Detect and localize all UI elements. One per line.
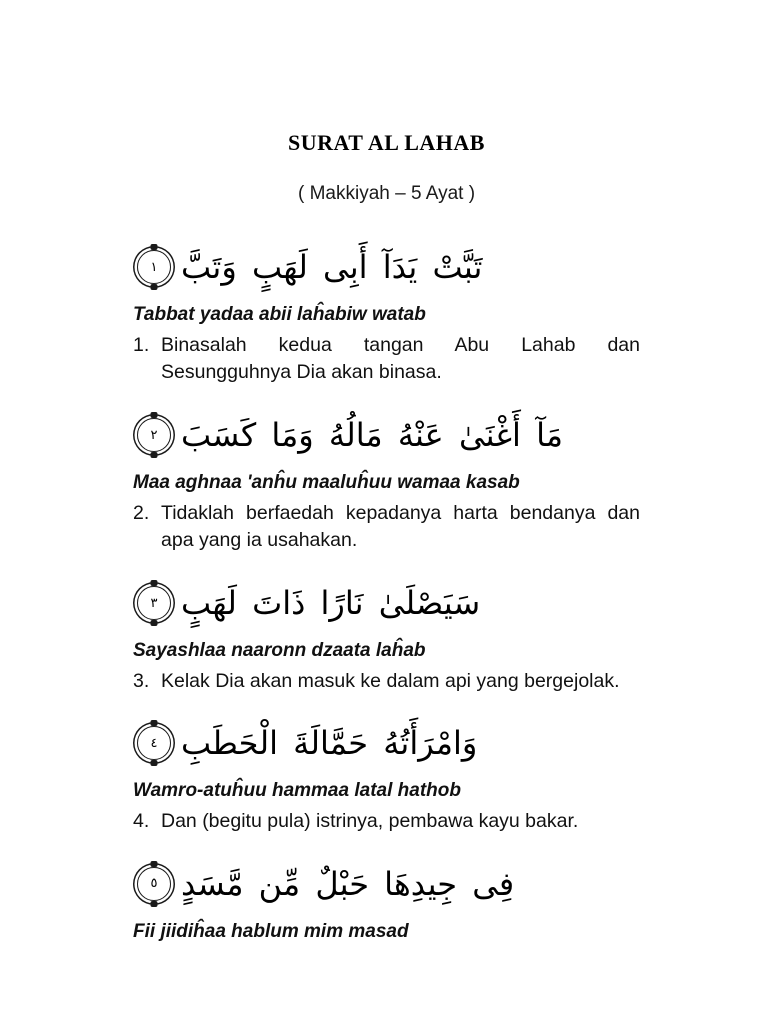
verse-block-4 (133, 705, 640, 835)
ayah-end-marker-icon (137, 726, 171, 760)
ayah-number: ٢ (150, 427, 158, 443)
transliteration: Wamro-atuĥuu hammaa latal hathob (133, 780, 461, 802)
transliteration: Maa aghnaa 'anĥu maaluĥuu wamaa kasab (133, 472, 520, 494)
ayah-arabic-text: فِى جِيدِهَا حَبْلٌ مِّن مَّسَدٍ (181, 864, 515, 903)
translation-number: 3. (133, 669, 150, 692)
ayah-arabic-text: تَبَّتْ يَدَآ أَبِى لَهَبٍ وَتَبَّ (181, 248, 483, 286)
translation-row (133, 668, 640, 696)
ayah-arabic-line (133, 705, 640, 778)
ayah-arabic-line (133, 846, 640, 919)
verse-block-5 (133, 846, 640, 945)
surah-title: SURAT AL LAHAB (288, 130, 485, 155)
translation-number: 4. (133, 810, 150, 832)
verse-block-1 (133, 229, 640, 387)
translation-number: 2. (133, 501, 150, 524)
ayah-end-marker-icon (137, 418, 171, 452)
ayah-end-marker-icon (137, 586, 171, 620)
ayah-arabic-text: سَيَصْلَىٰ نَارًا ذَاتَ لَهَبٍ (181, 584, 481, 623)
ayah-number: ١ (150, 259, 158, 275)
ayah-arabic-line (133, 397, 640, 470)
translation-row (133, 332, 640, 387)
translation-text: Dan (begitu pula) istrinya, pembawa kayu bakar. (161, 810, 579, 832)
translation-text: Kelak Dia akan masuk ke dalam api yang bergejolak. (161, 669, 620, 692)
translation-row (133, 808, 640, 836)
translation-row (133, 500, 640, 555)
translation-number: 1. (133, 333, 150, 356)
transliteration: Sayashlaa naaronn dzaata laĥab (133, 640, 426, 662)
ayah-arabic-text: مَآ أَغْنَىٰ عَنْهُ مَالُهُ وَمَا كَسَبَ (181, 416, 563, 455)
ayah-arabic-line (133, 229, 640, 302)
transliteration: Tabbat yadaa abii laĥabiw watab (133, 304, 426, 325)
ayah-number: ٣ (150, 595, 158, 611)
transliteration: Fii jiidiĥaa hablum mim masad (133, 920, 409, 942)
verse-block-2 (133, 397, 640, 555)
verse-block-3 (133, 565, 640, 695)
surah-subtitle: ( Makkiyah – 5 Ayat ) (297, 183, 476, 204)
ayah-arabic-text: وَامْرَأَتُهُ حَمَّالَةَ الْحَطَبِ (181, 724, 478, 763)
ayah-end-marker-icon (137, 250, 171, 284)
translation-text: Tidaklah berfaedah kepadanya harta bendanya dan apa yang ia usahakan. (161, 501, 640, 552)
ayah-end-marker-icon (137, 867, 171, 901)
ayah-number: ٤ (150, 735, 158, 751)
ayah-number: ٥ (150, 876, 158, 892)
translation-text: Binasalah kedua tangan Abu Lahab dan Sesungguhnya Dia akan binasa. (161, 333, 640, 384)
ayah-arabic-line (133, 565, 640, 638)
